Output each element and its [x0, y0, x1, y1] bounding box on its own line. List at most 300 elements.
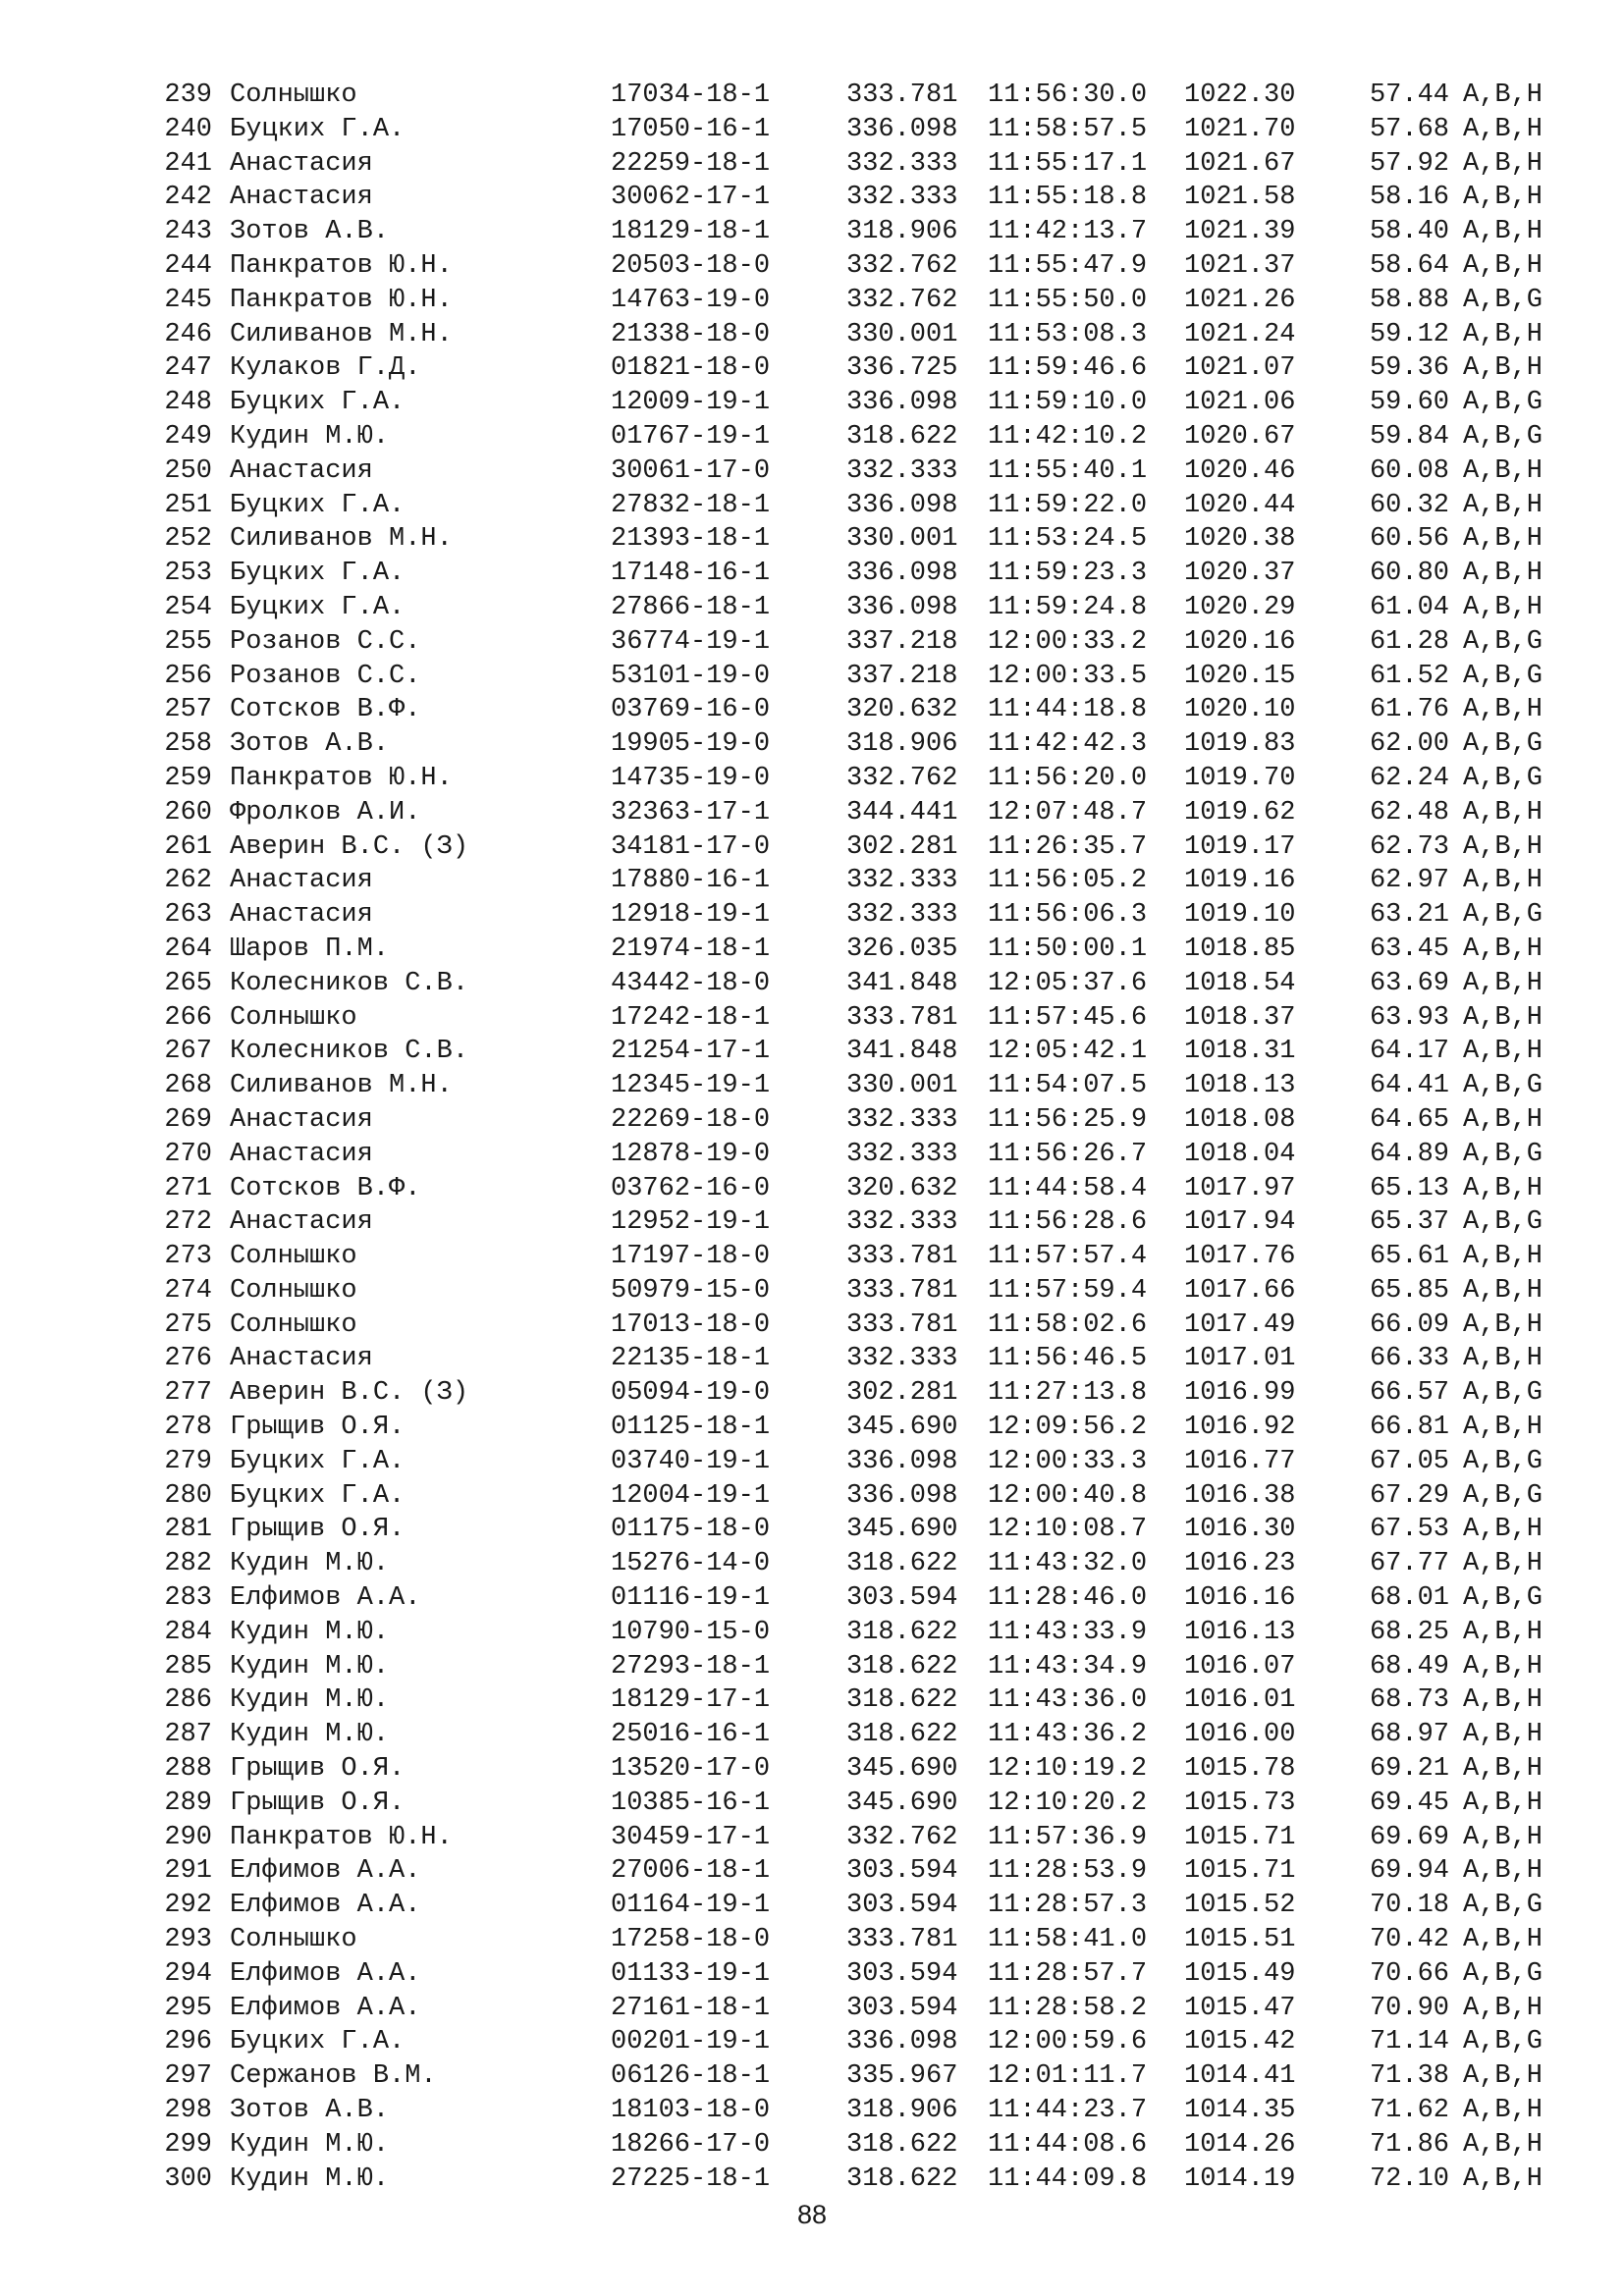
distance-value: 332.333	[846, 900, 958, 931]
place-number: 248	[164, 388, 212, 418]
place-number: 291	[164, 1856, 212, 1887]
coefficient-value: 57.92	[1369, 148, 1449, 179]
coefficient-value: 62.48	[1369, 797, 1449, 828]
category-flags: A,B,H	[1463, 1309, 1543, 1340]
coefficient-value: 58.40	[1369, 217, 1449, 247]
table-row	[157, 933, 1571, 967]
coefficient-value: 68.97	[1369, 1720, 1449, 1750]
category-flags: A,B,H	[1463, 695, 1543, 725]
participant-name: Розанов С.С.	[230, 661, 421, 691]
speed-value: 1020.16	[1184, 626, 1296, 657]
ring-number: 06126-18-1	[611, 2061, 771, 2092]
coefficient-value: 60.80	[1369, 559, 1449, 589]
ring-number: 05094-19-0	[611, 1378, 771, 1409]
ring-number: 20503-18-0	[611, 250, 771, 281]
table-row	[157, 1718, 1571, 1752]
category-flags: A,B,H	[1463, 2129, 1543, 2160]
participant-name: Солнышко	[230, 80, 357, 110]
participant-name: Кудин М.Ю.	[230, 1685, 390, 1716]
speed-value: 1021.07	[1184, 353, 1296, 384]
participant-name: Фролков А.И.	[230, 797, 421, 828]
category-flags: A,B,H	[1463, 1242, 1543, 1272]
distance-value: 332.333	[846, 183, 958, 213]
table-row	[157, 454, 1571, 489]
coefficient-value: 59.36	[1369, 353, 1449, 384]
table-row	[157, 1616, 1571, 1650]
place-number: 259	[164, 763, 212, 793]
ring-number: 17034-18-1	[611, 80, 771, 110]
speed-value: 1016.01	[1184, 1685, 1296, 1716]
coefficient-value: 60.56	[1369, 524, 1449, 555]
arrival-time: 11:42:10.2	[988, 421, 1148, 452]
category-flags: A,B,G	[1463, 900, 1543, 931]
place-number: 290	[164, 1822, 212, 1852]
coefficient-value: 63.21	[1369, 900, 1449, 931]
participant-name: Панкратов Ю.Н.	[230, 250, 453, 281]
speed-value: 1018.13	[1184, 1071, 1296, 1101]
arrival-time: 12:05:37.6	[988, 968, 1148, 998]
arrival-time: 11:26:35.7	[988, 831, 1148, 862]
participant-name: Кудин М.Ю.	[230, 1720, 390, 1750]
arrival-time: 11:58:57.5	[988, 114, 1148, 144]
table-row	[157, 1957, 1571, 1992]
participant-name: Буцких Г.А.	[230, 559, 406, 589]
distance-value: 332.333	[846, 866, 958, 896]
ring-number: 36774-19-1	[611, 626, 771, 657]
ring-number: 03762-16-0	[611, 1173, 771, 1203]
place-number: 292	[164, 1891, 212, 1921]
speed-value: 1018.37	[1184, 1002, 1296, 1033]
category-flags: A,B,H	[1463, 80, 1543, 110]
distance-value: 318.622	[846, 1617, 958, 1647]
category-flags: A,B,H	[1463, 217, 1543, 247]
coefficient-value: 67.05	[1369, 1446, 1449, 1476]
category-flags: A,B,G	[1463, 2027, 1543, 2057]
arrival-time: 12:10:08.7	[988, 1515, 1148, 1545]
ring-number: 22259-18-1	[611, 148, 771, 179]
place-number: 278	[164, 1413, 212, 1443]
arrival-time: 11:55:40.1	[988, 455, 1148, 486]
distance-value: 332.762	[846, 763, 958, 793]
distance-value: 303.594	[846, 1583, 958, 1614]
ring-number: 01767-19-1	[611, 421, 771, 452]
speed-value: 1015.52	[1184, 1891, 1296, 1921]
table-row	[157, 1240, 1571, 1274]
distance-value: 344.441	[846, 797, 958, 828]
participant-name: Панкратов Ю.Н.	[230, 763, 453, 793]
speed-value: 1015.42	[1184, 2027, 1296, 2057]
arrival-time: 12:00:40.8	[988, 1480, 1148, 1511]
arrival-time: 11:57:59.4	[988, 1275, 1148, 1306]
category-flags: A,B,H	[1463, 831, 1543, 862]
distance-value: 332.333	[846, 1207, 958, 1238]
participant-name: Буцких Г.А.	[230, 592, 406, 622]
coefficient-value: 72.10	[1369, 2163, 1449, 2194]
place-number: 255	[164, 626, 212, 657]
arrival-time: 11:59:46.6	[988, 353, 1148, 384]
arrival-time: 12:09:56.2	[988, 1413, 1148, 1443]
arrival-time: 11:43:32.0	[988, 1549, 1148, 1579]
participant-name: Кудин М.Ю.	[230, 421, 390, 452]
distance-value: 336.098	[846, 559, 958, 589]
arrival-time: 11:59:10.0	[988, 388, 1148, 418]
arrival-time: 11:44:23.7	[988, 2096, 1148, 2126]
ring-number: 18103-18-0	[611, 2096, 771, 2126]
speed-value: 1019.10	[1184, 900, 1296, 931]
coefficient-value: 61.28	[1369, 626, 1449, 657]
category-flags: A,B,H	[1463, 1754, 1543, 1785]
coefficient-value: 62.73	[1369, 831, 1449, 862]
place-number: 287	[164, 1720, 212, 1750]
participant-name: Елфимов А.А.	[230, 1993, 421, 2023]
table-row	[157, 1274, 1571, 1308]
arrival-time: 11:44:09.8	[988, 2163, 1148, 2194]
arrival-time: 11:42:13.7	[988, 217, 1148, 247]
place-number: 257	[164, 695, 212, 725]
speed-value: 1020.46	[1184, 455, 1296, 486]
table-row	[157, 1138, 1571, 1172]
place-number: 242	[164, 183, 212, 213]
table-row	[157, 1923, 1571, 1957]
distance-value: 332.333	[846, 455, 958, 486]
distance-value: 336.098	[846, 114, 958, 144]
table-row	[157, 1889, 1571, 1923]
arrival-time: 11:53:24.5	[988, 524, 1148, 555]
speed-value: 1021.39	[1184, 217, 1296, 247]
distance-value: 318.622	[846, 2129, 958, 2160]
place-number: 293	[164, 1925, 212, 1955]
ring-number: 12918-19-1	[611, 900, 771, 931]
participant-name: Анастасия	[230, 1344, 373, 1374]
distance-value: 332.333	[846, 148, 958, 179]
category-flags: A,B,H	[1463, 353, 1543, 384]
table-row	[157, 351, 1571, 386]
category-flags: A,B,G	[1463, 1958, 1543, 1989]
arrival-time: 11:55:17.1	[988, 148, 1148, 179]
table-row	[157, 2163, 1571, 2197]
category-flags: A,B,H	[1463, 1822, 1543, 1852]
coefficient-value: 61.52	[1369, 661, 1449, 691]
participant-name: Елфимов А.А.	[230, 1891, 421, 1921]
ring-number: 30062-17-1	[611, 183, 771, 213]
ring-number: 21254-17-1	[611, 1037, 771, 1067]
participant-name: Солнышко	[230, 1275, 357, 1306]
category-flags: A,B,H	[1463, 1617, 1543, 1647]
category-flags: A,B,H	[1463, 490, 1543, 520]
ring-number: 01821-18-0	[611, 353, 771, 384]
speed-value: 1015.71	[1184, 1856, 1296, 1887]
participant-name: Анастасия	[230, 866, 373, 896]
distance-value: 341.848	[846, 1037, 958, 1067]
category-flags: A,B,H	[1463, 592, 1543, 622]
coefficient-value: 64.89	[1369, 1139, 1449, 1169]
ring-number: 27293-18-1	[611, 1651, 771, 1682]
place-number: 264	[164, 934, 212, 964]
arrival-time: 11:59:22.0	[988, 490, 1148, 520]
coefficient-value: 70.90	[1369, 1993, 1449, 2023]
coefficient-value: 60.08	[1369, 455, 1449, 486]
speed-value: 1016.13	[1184, 1617, 1296, 1647]
arrival-time: 11:58:41.0	[988, 1925, 1148, 1955]
ring-number: 17880-16-1	[611, 866, 771, 896]
ring-number: 13520-17-0	[611, 1754, 771, 1785]
distance-value: 318.622	[846, 421, 958, 452]
arrival-time: 11:56:28.6	[988, 1207, 1148, 1238]
distance-value: 318.906	[846, 729, 958, 760]
ring-number: 18129-17-1	[611, 1685, 771, 1716]
category-flags: A,B,G	[1463, 763, 1543, 793]
place-number: 239	[164, 80, 212, 110]
place-number: 296	[164, 2027, 212, 2057]
place-number: 252	[164, 524, 212, 555]
distance-value: 336.098	[846, 388, 958, 418]
ring-number: 17148-16-1	[611, 559, 771, 589]
distance-value: 336.725	[846, 353, 958, 384]
speed-value: 1015.51	[1184, 1925, 1296, 1955]
place-number: 282	[164, 1549, 212, 1579]
distance-value: 345.690	[846, 1515, 958, 1545]
place-number: 267	[164, 1037, 212, 1067]
arrival-time: 11:27:13.8	[988, 1378, 1148, 1409]
speed-value: 1017.66	[1184, 1275, 1296, 1306]
category-flags: A,B,H	[1463, 1173, 1543, 1203]
place-number: 256	[164, 661, 212, 691]
ring-number: 10790-15-0	[611, 1617, 771, 1647]
speed-value: 1015.78	[1184, 1754, 1296, 1785]
table-row	[157, 1650, 1571, 1684]
place-number: 276	[164, 1344, 212, 1374]
table-row	[157, 1172, 1571, 1206]
ring-number: 21393-18-1	[611, 524, 771, 555]
speed-value: 1015.71	[1184, 1822, 1296, 1852]
participant-name: Шаров П.М.	[230, 934, 390, 964]
place-number: 272	[164, 1207, 212, 1238]
ring-number: 27006-18-1	[611, 1856, 771, 1887]
table-row	[157, 591, 1571, 625]
arrival-time: 11:59:24.8	[988, 592, 1148, 622]
table-row	[157, 181, 1571, 215]
arrival-time: 12:10:20.2	[988, 1788, 1148, 1818]
participant-name: Колесников С.В.	[230, 968, 469, 998]
speed-value: 1016.23	[1184, 1549, 1296, 1579]
coefficient-value: 63.69	[1369, 968, 1449, 998]
place-number: 266	[164, 1002, 212, 1033]
table-row	[157, 796, 1571, 830]
distance-value: 318.906	[846, 217, 958, 247]
ring-number: 12004-19-1	[611, 1480, 771, 1511]
participant-name: Анастасия	[230, 900, 373, 931]
coefficient-value: 71.14	[1369, 2027, 1449, 2057]
arrival-time: 11:57:57.4	[988, 1242, 1148, 1272]
distance-value: 332.333	[846, 1104, 958, 1135]
coefficient-value: 69.94	[1369, 1856, 1449, 1887]
participant-name: Аверин В.С. (З)	[230, 831, 469, 862]
place-number: 251	[164, 490, 212, 520]
participant-name: Буцких Г.А.	[230, 1480, 406, 1511]
place-number: 285	[164, 1651, 212, 1682]
table-row	[157, 1683, 1571, 1718]
speed-value: 1015.73	[1184, 1788, 1296, 1818]
arrival-time: 12:00:33.2	[988, 626, 1148, 657]
place-number: 268	[164, 1071, 212, 1101]
coefficient-value: 57.68	[1369, 114, 1449, 144]
speed-value: 1020.44	[1184, 490, 1296, 520]
place-number: 240	[164, 114, 212, 144]
distance-value: 330.001	[846, 1071, 958, 1101]
category-flags: A,B,H	[1463, 1925, 1543, 1955]
arrival-time: 11:57:36.9	[988, 1822, 1148, 1852]
speed-value: 1016.00	[1184, 1720, 1296, 1750]
category-flags: A,B,H	[1463, 524, 1543, 555]
speed-value: 1021.37	[1184, 250, 1296, 281]
speed-value: 1016.16	[1184, 1583, 1296, 1614]
coefficient-value: 65.85	[1369, 1275, 1449, 1306]
coefficient-value: 63.93	[1369, 1002, 1449, 1033]
arrival-time: 11:56:25.9	[988, 1104, 1148, 1135]
place-number: 265	[164, 968, 212, 998]
table-row	[157, 1001, 1571, 1036]
arrival-time: 12:01:11.7	[988, 2061, 1148, 2092]
category-flags: A,B,H	[1463, 1413, 1543, 1443]
table-row	[157, 1205, 1571, 1240]
distance-value: 333.781	[846, 1002, 958, 1033]
participant-name: Елфимов А.А.	[230, 1583, 421, 1614]
distance-value: 318.622	[846, 2163, 958, 2194]
category-flags: A,B,H	[1463, 2061, 1543, 2092]
category-flags: A,B,G	[1463, 729, 1543, 760]
coefficient-value: 65.37	[1369, 1207, 1449, 1238]
place-number: 244	[164, 250, 212, 281]
speed-value: 1020.10	[1184, 695, 1296, 725]
coefficient-value: 60.32	[1369, 490, 1449, 520]
category-flags: A,B,G	[1463, 1583, 1543, 1614]
coefficient-value: 68.73	[1369, 1685, 1449, 1716]
ring-number: 12878-19-0	[611, 1139, 771, 1169]
place-number: 281	[164, 1515, 212, 1545]
speed-value: 1020.38	[1184, 524, 1296, 555]
coefficient-value: 61.76	[1369, 695, 1449, 725]
place-number: 300	[164, 2163, 212, 2194]
participant-name: Кудин М.Ю.	[230, 1549, 390, 1579]
category-flags: A,B,G	[1463, 661, 1543, 691]
category-flags: A,B,H	[1463, 866, 1543, 896]
participant-name: Анастасия	[230, 1104, 373, 1135]
arrival-time: 11:28:53.9	[988, 1856, 1148, 1887]
distance-value: 332.762	[846, 250, 958, 281]
ring-number: 12345-19-1	[611, 1071, 771, 1101]
participant-name: Солнышко	[230, 1242, 357, 1272]
arrival-time: 11:56:20.0	[988, 763, 1148, 793]
coefficient-value: 70.18	[1369, 1891, 1449, 1921]
place-number: 241	[164, 148, 212, 179]
coefficient-value: 64.17	[1369, 1037, 1449, 1067]
participant-name: Панкратов Ю.Н.	[230, 285, 453, 315]
table-row	[157, 1342, 1571, 1376]
ring-number: 00201-19-1	[611, 2027, 771, 2057]
ring-number: 17050-16-1	[611, 114, 771, 144]
table-row	[157, 625, 1571, 660]
arrival-time: 11:28:57.3	[988, 1891, 1148, 1921]
table-row	[157, 1992, 1571, 2026]
distance-value: 332.333	[846, 1344, 958, 1374]
coefficient-value: 66.33	[1369, 1344, 1449, 1374]
participant-name: Грыщив О.Я.	[230, 1754, 406, 1785]
place-number: 299	[164, 2129, 212, 2160]
distance-value: 336.098	[846, 592, 958, 622]
speed-value: 1019.62	[1184, 797, 1296, 828]
arrival-time: 11:56:05.2	[988, 866, 1148, 896]
distance-value: 320.632	[846, 1173, 958, 1203]
coefficient-value: 67.53	[1369, 1515, 1449, 1545]
table-row	[157, 489, 1571, 523]
distance-value: 303.594	[846, 1856, 958, 1887]
ring-number: 18129-18-1	[611, 217, 771, 247]
table-row	[157, 898, 1571, 933]
ring-number: 10385-16-1	[611, 1788, 771, 1818]
arrival-time: 11:56:06.3	[988, 900, 1148, 931]
place-number: 283	[164, 1583, 212, 1614]
category-flags: A,B,H	[1463, 1037, 1543, 1067]
category-flags: A,B,H	[1463, 1685, 1543, 1716]
ring-number: 27161-18-1	[611, 1993, 771, 2023]
speed-value: 1017.76	[1184, 1242, 1296, 1272]
speed-value: 1021.26	[1184, 285, 1296, 315]
coefficient-value: 66.81	[1369, 1413, 1449, 1443]
arrival-time: 11:28:58.2	[988, 1993, 1148, 2023]
arrival-time: 11:44:08.6	[988, 2129, 1148, 2160]
arrival-time: 12:00:33.3	[988, 1446, 1148, 1476]
table-row	[157, 113, 1571, 147]
ring-number: 27866-18-1	[611, 592, 771, 622]
table-row	[157, 2025, 1571, 2059]
arrival-time: 11:56:26.7	[988, 1139, 1148, 1169]
ring-number: 03769-16-0	[611, 695, 771, 725]
distance-value: 345.690	[846, 1754, 958, 1785]
table-row	[157, 1376, 1571, 1411]
coefficient-value: 71.38	[1369, 2061, 1449, 2092]
table-row	[157, 249, 1571, 284]
distance-value: 333.781	[846, 80, 958, 110]
table-row	[157, 1547, 1571, 1581]
participant-name: Анастасия	[230, 1207, 373, 1238]
speed-value: 1016.99	[1184, 1378, 1296, 1409]
ring-number: 21338-18-0	[611, 319, 771, 349]
table-row	[157, 1069, 1571, 1103]
category-flags: A,B,G	[1463, 1207, 1543, 1238]
table-row	[157, 1854, 1571, 1889]
page-number: 88	[796, 2200, 828, 2229]
table-row	[157, 762, 1571, 796]
participant-name: Буцких Г.А.	[230, 1446, 406, 1476]
participant-name: Анастасия	[230, 148, 373, 179]
coefficient-value: 59.60	[1369, 388, 1449, 418]
ring-number: 03740-19-1	[611, 1446, 771, 1476]
table-row	[157, 2094, 1571, 2128]
coefficient-value: 69.69	[1369, 1822, 1449, 1852]
place-number: 262	[164, 866, 212, 896]
distance-value: 326.035	[846, 934, 958, 964]
ring-number: 01133-19-1	[611, 1958, 771, 1989]
participant-name: Кудин М.Ю.	[230, 1617, 390, 1647]
arrival-time: 12:10:19.2	[988, 1754, 1148, 1785]
ring-number: 22269-18-0	[611, 1104, 771, 1135]
category-flags: A,B,H	[1463, 250, 1543, 281]
ring-number: 17197-18-0	[611, 1242, 771, 1272]
table-row	[157, 864, 1571, 898]
place-number: 298	[164, 2096, 212, 2126]
arrival-time: 11:28:57.7	[988, 1958, 1148, 1989]
coefficient-value: 70.66	[1369, 1958, 1449, 1989]
